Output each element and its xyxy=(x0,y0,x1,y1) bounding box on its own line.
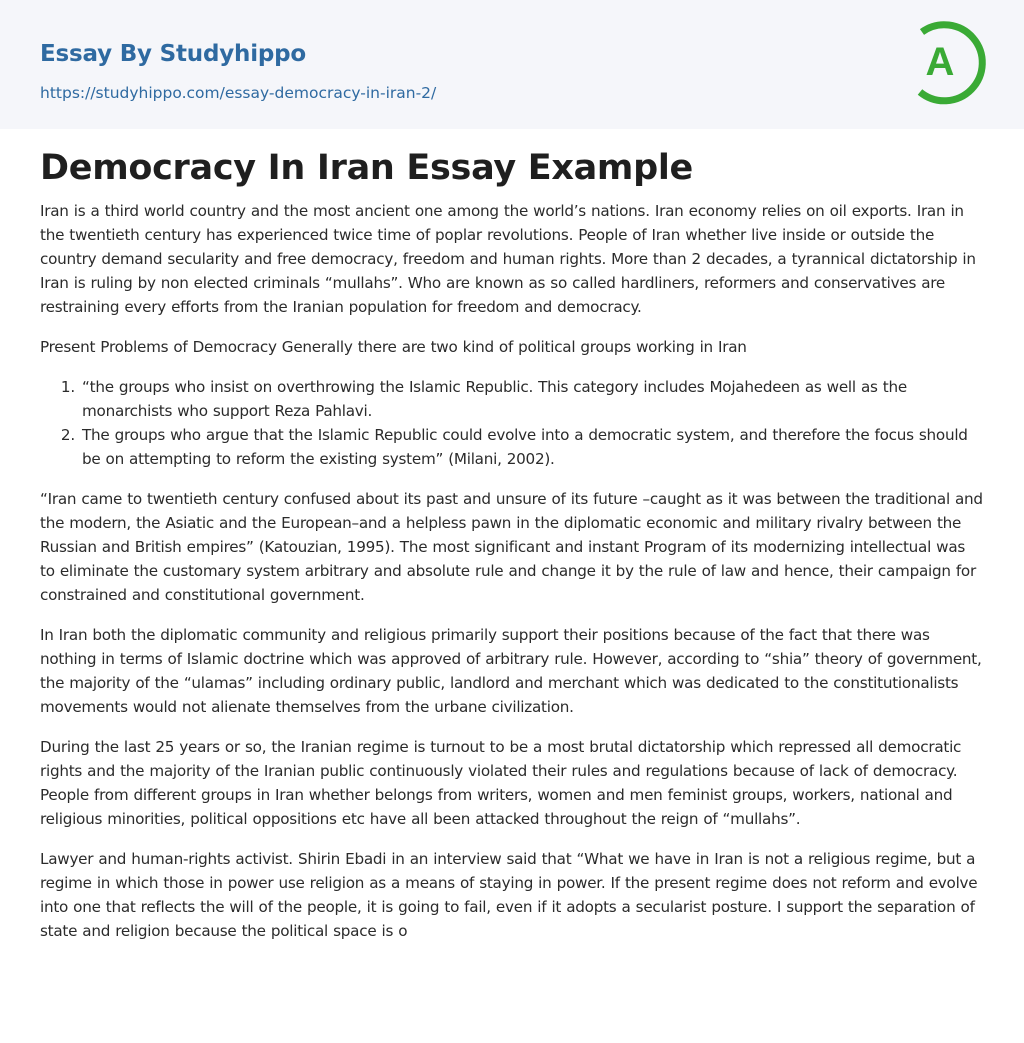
logo-letter: A xyxy=(925,40,955,84)
article-body xyxy=(0,129,1024,943)
political-groups-list xyxy=(40,375,984,471)
essay-url-link[interactable]: https://studyhippo.com/essay-democracy-in-iran-2/ xyxy=(40,84,437,102)
studyhippo-logo-icon[interactable] xyxy=(910,18,990,106)
site-brand[interactable]: Essay By Studyhippo xyxy=(40,41,307,67)
paragraph: During the last 25 years or so, the Iranian regime is turnout to be a most brutal dictatorship which repressed all democratic rights and the majority of the Iranian public continuously violated their rules and regulations because of lack of democracy. People from different groups in Iran whether belongs from writers, women and men feminist groups, workers, national and religious minorities, political oppositions etc have all been attacked throughout the reign of “mullahs”. xyxy=(40,738,962,828)
page-title: Democracy In Iran Essay Example xyxy=(40,148,693,188)
paragraph: Present Problems of Democracy Generally there are two kind of political groups working in Iran xyxy=(40,338,747,356)
paragraph: Lawyer and human-rights activist. Shirin Ebadi in an interview said that “What we have in Iran is not a religious regime, but a regime in which those in power use religion as a means of staying in power. If the present regime does not reform and evolve into one that reflects the will of the people, it is going to fail, even if it adopts a secularist posture. I support the separation of state and religion because the political space is o xyxy=(40,850,978,940)
site-header xyxy=(0,0,1024,129)
paragraph: “Iran came to twentieth century confused about its past and unsure of its future –caught as it was between the traditional and the modern, the Asiatic and the European–and a helpless pawn in the diplomatic economic and military rivalry between the Russian and British empires” (Katouzian, 1995). The most significant and instant Program of its modernizing intellectual was to eliminate the customary system arbitrary and absolute rule and change it by the rule of law and hence, their campaign for constrained and constitutional government. xyxy=(40,490,983,604)
list-item: 2. The groups who argue that the Islamic Republic could evolve into a democratic system, and therefore the focus should be on attempting to reform the existing system” (Milani, 2002). xyxy=(80,423,984,471)
paragraph: Iran is a third world country and the most ancient one among the world’s nations. Iran economy relies on oil exports. Iran in the twentieth century has experienced twice time of poplar revolutions. People of Iran whether live inside or outside the country demand secularity and free democracy, freedom and human rights. More than 2 decades, a tyrannical dictatorship in Iran is ruling by non elected criminals “mullahs”. Who are known as so called hardliners, reformers and conservatives are restraining every efforts from the Iranian population for freedom and democracy. xyxy=(40,202,976,316)
paragraph: In Iran both the diplomatic community and religious primarily support their positions because of the fact that there was nothing in terms of Islamic doctrine which was approved of arbitrary rule. However, according to “shia” theory of government, the majority of the “ulamas” including ordinary public, landlord and merchant which was dedicated to the constitutionalists movements would not alienate themselves from the urbane civilization. xyxy=(40,626,982,716)
list-item: 1. “the groups who insist on overthrowing the Islamic Republic. This category includes Mojahedeen as well as the monarchists who support Reza Pahlavi. xyxy=(80,375,984,423)
